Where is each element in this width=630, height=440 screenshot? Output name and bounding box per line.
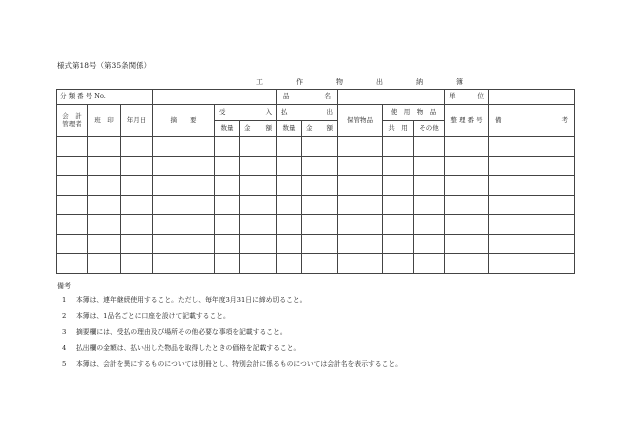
table-cell xyxy=(57,195,88,215)
table-cell xyxy=(88,137,121,157)
storage-items-header: 保管物品 xyxy=(338,105,383,137)
table-cell xyxy=(88,215,121,235)
table-cell xyxy=(121,156,153,176)
table-cell xyxy=(88,195,121,215)
table-cell xyxy=(445,195,489,215)
team-seal-header: 班 印 xyxy=(88,105,121,137)
table-cell xyxy=(383,176,414,196)
table-cell xyxy=(414,137,445,157)
table-cell xyxy=(302,137,338,157)
table-cell xyxy=(489,137,575,157)
note-item: 5 本簿は、会計を異にするものについては別冊とし、特別会計に係るものについては会計名を表示すること。 xyxy=(62,360,402,368)
table-cell xyxy=(445,254,489,274)
table-cell xyxy=(88,254,121,274)
payment-quantity-header: 数量 xyxy=(277,121,302,137)
payment-amount-header: 金 額 xyxy=(302,121,338,137)
table-cell xyxy=(489,234,575,254)
table-cell xyxy=(338,137,383,157)
table-cell xyxy=(414,156,445,176)
table-cell xyxy=(383,156,414,176)
accounting-manager-header: 会 計 管理者 xyxy=(57,105,88,137)
table-cell xyxy=(277,195,302,215)
table-cell xyxy=(414,254,445,274)
table-cell xyxy=(277,156,302,176)
table-row xyxy=(57,234,575,254)
table-cell xyxy=(338,254,383,274)
note-item: 1 本簿は、連年継続使用すること。ただし、毎年度3月31日に締め切ること。 xyxy=(62,296,307,304)
table-cell xyxy=(57,234,88,254)
table-cell xyxy=(57,254,88,274)
table-cell xyxy=(302,176,338,196)
category-number-value xyxy=(153,90,277,105)
table-cell xyxy=(215,156,240,176)
table-cell xyxy=(383,215,414,235)
unit-label: 単 位 xyxy=(445,90,489,105)
table-cell xyxy=(121,215,153,235)
table-cell xyxy=(302,156,338,176)
table-cell xyxy=(153,195,215,215)
table-cell xyxy=(277,254,302,274)
document-title: 工 作 物 出 納 簿 xyxy=(256,78,476,86)
table-cell xyxy=(338,215,383,235)
table-cell xyxy=(240,254,277,274)
receipt-amount-header: 金 額 xyxy=(240,121,277,137)
table-cell xyxy=(338,195,383,215)
receipt-header: 受 入 xyxy=(215,105,277,121)
table-row xyxy=(57,195,575,215)
summary-header: 摘 要 xyxy=(153,105,215,137)
table-cell xyxy=(240,195,277,215)
table-cell xyxy=(489,254,575,274)
table-cell xyxy=(215,137,240,157)
table-cell xyxy=(489,215,575,235)
table-cell xyxy=(414,176,445,196)
date-header: 年月日 xyxy=(121,105,153,137)
table-cell xyxy=(383,254,414,274)
table-cell xyxy=(215,195,240,215)
table-row xyxy=(57,254,575,274)
table-row xyxy=(57,176,575,196)
table-cell xyxy=(302,215,338,235)
table-cell xyxy=(215,254,240,274)
ledger-table xyxy=(56,89,575,274)
table-cell xyxy=(57,176,88,196)
table-cell xyxy=(57,156,88,176)
table-row xyxy=(57,137,575,157)
column-header-row-1 xyxy=(57,105,575,121)
table-cell xyxy=(57,137,88,157)
table-cell xyxy=(445,137,489,157)
table-cell xyxy=(414,195,445,215)
table-cell xyxy=(302,234,338,254)
table-cell xyxy=(277,137,302,157)
table-cell xyxy=(445,215,489,235)
table-cell xyxy=(489,176,575,196)
item-header-row xyxy=(57,90,575,105)
table-cell xyxy=(302,254,338,274)
table-cell xyxy=(153,254,215,274)
table-cell xyxy=(338,176,383,196)
table-cell xyxy=(240,137,277,157)
other-use-header: その他 xyxy=(414,121,445,137)
table-cell xyxy=(414,234,445,254)
table-cell xyxy=(338,156,383,176)
table-cell xyxy=(240,156,277,176)
table-cell xyxy=(277,215,302,235)
payment-header: 払 出 xyxy=(277,105,338,121)
shared-use-header: 共 用 xyxy=(383,121,414,137)
table-row xyxy=(57,156,575,176)
table-cell xyxy=(489,195,575,215)
table-cell xyxy=(88,234,121,254)
table-cell xyxy=(277,234,302,254)
reference-number-header: 整 理 番 号 xyxy=(445,105,489,137)
item-name-value xyxy=(338,90,445,105)
table-cell xyxy=(445,234,489,254)
item-name-label: 品 名 xyxy=(277,90,338,105)
table-cell xyxy=(153,176,215,196)
table-cell xyxy=(121,234,153,254)
table-cell xyxy=(383,195,414,215)
table-cell xyxy=(153,156,215,176)
table-cell xyxy=(57,215,88,235)
note-item: 2 本簿は、1品名ごとに口座を設けて記載すること。 xyxy=(62,312,230,320)
table-cell xyxy=(153,234,215,254)
table-cell xyxy=(445,156,489,176)
note-item: 3 摘要欄には、受払の理由及び場所その他必要な事項を記載すること。 xyxy=(62,328,287,336)
table-cell xyxy=(383,137,414,157)
table-cell xyxy=(121,176,153,196)
table-cell xyxy=(445,176,489,196)
table-cell xyxy=(121,195,153,215)
unit-value xyxy=(489,90,575,105)
table-cell xyxy=(240,215,277,235)
table-cell xyxy=(277,176,302,196)
table-cell xyxy=(338,234,383,254)
table-cell xyxy=(215,176,240,196)
table-cell xyxy=(121,137,153,157)
table-cell xyxy=(215,215,240,235)
table-row xyxy=(57,215,575,235)
table-cell xyxy=(240,234,277,254)
table-cell xyxy=(153,215,215,235)
form-number-label: 様式第18号（第35条関係） xyxy=(57,61,152,70)
table-cell xyxy=(215,234,240,254)
table-cell xyxy=(88,176,121,196)
items-in-use-header: 使 用 物 品 xyxy=(383,105,445,121)
table-cell xyxy=(383,234,414,254)
table-cell xyxy=(414,215,445,235)
category-number-label: 分 類 番 号 No. xyxy=(57,90,153,105)
table-cell xyxy=(240,176,277,196)
note-item: 4 払出欄の金額は、払い出した物品を取得したときの価格を記載すること。 xyxy=(62,344,301,352)
table-cell xyxy=(88,156,121,176)
receipt-quantity-header: 数量 xyxy=(215,121,240,137)
table-cell xyxy=(153,137,215,157)
table-cell xyxy=(489,156,575,176)
remarks-header: 備 考 xyxy=(489,105,575,137)
table-cell xyxy=(121,254,153,274)
notes-heading: 備考 xyxy=(57,282,71,290)
table-cell xyxy=(302,195,338,215)
